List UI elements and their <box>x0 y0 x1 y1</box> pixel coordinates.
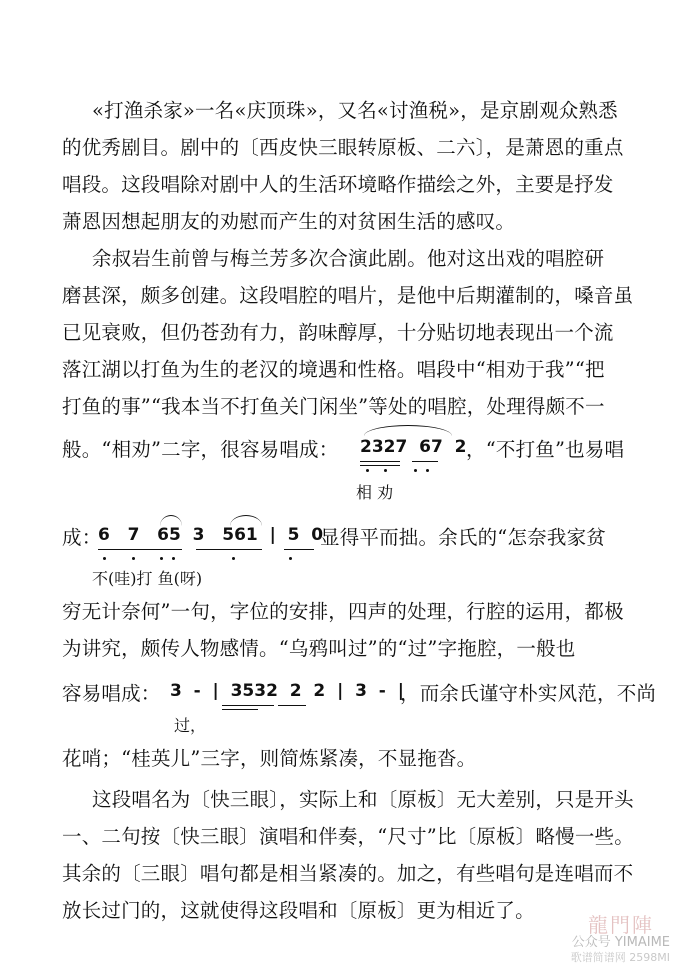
p3-line-end: 花哨；“桂英儿”三字，则简炼紧凑，不显拖沓。 <box>62 747 477 770</box>
jianpu-phrase-2: 6 7 65 3 561 | 5 0 <box>98 525 324 545</box>
tie-mark <box>364 425 452 436</box>
octave-dot <box>426 469 429 472</box>
p2-line-5: 打鱼的事”“我本当不打鱼关门闲坐”等处的唱腔，处理得颇不一 <box>62 395 605 418</box>
octave-dot <box>414 469 417 472</box>
p2-line-4: 落江湖以打鱼为生的老汉的境遇和性格。唱段中“相劝于我”“把 <box>62 358 605 381</box>
octave-dot <box>289 557 292 560</box>
octave-dot <box>103 557 106 560</box>
p4-line-4: 放长过门的，这就使得这段唱和〔原板〕更为相近了。 <box>62 899 535 922</box>
tie-mark <box>160 515 182 526</box>
p1-line-2: 的优秀剧目。剧中的〔西皮快三眼转原板、二六〕，是萧恩的重点 <box>62 136 624 159</box>
notation-line-3-before: 容易唱成： <box>62 682 161 705</box>
notation-line-2-after: 显得平而拙。余氏的“怎奈我家贫 <box>320 526 606 549</box>
lyric-line-1: 相 劝 <box>356 483 394 502</box>
p1-line-4: 萧恩因想起朋友的劝慰而产生的对贫困生活的感叹。 <box>62 210 516 233</box>
lyric-line-3: 过， <box>174 716 207 735</box>
watermark-brand: 公众号 YIMAIME <box>571 935 670 950</box>
underline-mark <box>222 705 274 706</box>
jianpu-phrase-1: 2327 67 2 <box>360 437 467 457</box>
p2-line-2: 磨甚深，颇多创建。这段唱腔的唱片，是他中后期灌制的，嗓音虽 <box>62 284 634 307</box>
p3-line-2: 为讲究，颇传人物感情。“乌鸦叫过”的“过”字拖腔，一般也 <box>62 637 576 660</box>
p4-line-3: 其余的〔三眼〕唱句都是相当紧凑的。加之，有些唱句是连唱而不 <box>62 862 634 885</box>
tie-mark <box>230 515 262 526</box>
underline-mark <box>222 709 258 710</box>
notation-line-2-before: 成： <box>62 526 102 549</box>
notation-line-1-before: 般。“相劝”二字，很容易唱成： <box>62 438 339 461</box>
octave-dot <box>172 557 175 560</box>
p2-line-1: 余叔岩生前曾与梅兰芳多次合演此剧。他对这出戏的唱腔研 <box>92 247 605 270</box>
underline-mark <box>284 549 314 550</box>
p4-line-2: 一、二句按〔快三眼〕演唱和伴奏，“尺寸”比〔原板〕略慢一些。 <box>62 825 634 848</box>
lyric-line-2: 不(哇)打 鱼(呀) <box>92 569 203 588</box>
octave-dot <box>366 469 369 472</box>
notation-line-1-after: ，“不打鱼”也易唱 <box>466 438 625 461</box>
octave-dot <box>132 557 135 560</box>
octave-dot <box>232 557 235 560</box>
octave-dot <box>384 469 387 472</box>
p4-line-1: 这段唱名为〔快三眼〕，实际上和〔原板〕无大差别，只是开头 <box>92 788 634 811</box>
underline-mark <box>196 549 262 550</box>
underline-mark <box>412 461 438 462</box>
p3-line-1: 穷无计奈何”一句，字位的安排，四声的处理，行腔的运用，都极 <box>62 600 624 623</box>
watermark-logo: 龍門陣 <box>588 913 654 937</box>
octave-dot <box>160 557 163 560</box>
underline-mark <box>98 549 182 550</box>
watermark <box>536 907 676 967</box>
p1-line-3: 唱段。这段唱除对剧中人的生活环境略作描绘之外，主要是抒发 <box>62 173 614 196</box>
underline-mark <box>360 465 400 466</box>
underline-mark <box>278 705 306 706</box>
p1-line-1: «打渔杀家»一名«庆顶珠»，又名«讨渔税»，是京剧观众熟悉 <box>92 99 618 122</box>
p2-line-3: 已见衰败，但仍苍劲有力，韵味醇厚，十分贴切地表现出一个流 <box>62 321 614 344</box>
jianpu-phrase-3: 3 - | 3532 2 2 | 3 - | <box>170 681 404 701</box>
watermark-footer: 歌谱简谱网 2598MI <box>570 951 670 964</box>
notation-line-3-after: ，而余氏谨守朴实风范，不尚 <box>400 682 657 705</box>
underline-mark <box>360 461 400 462</box>
